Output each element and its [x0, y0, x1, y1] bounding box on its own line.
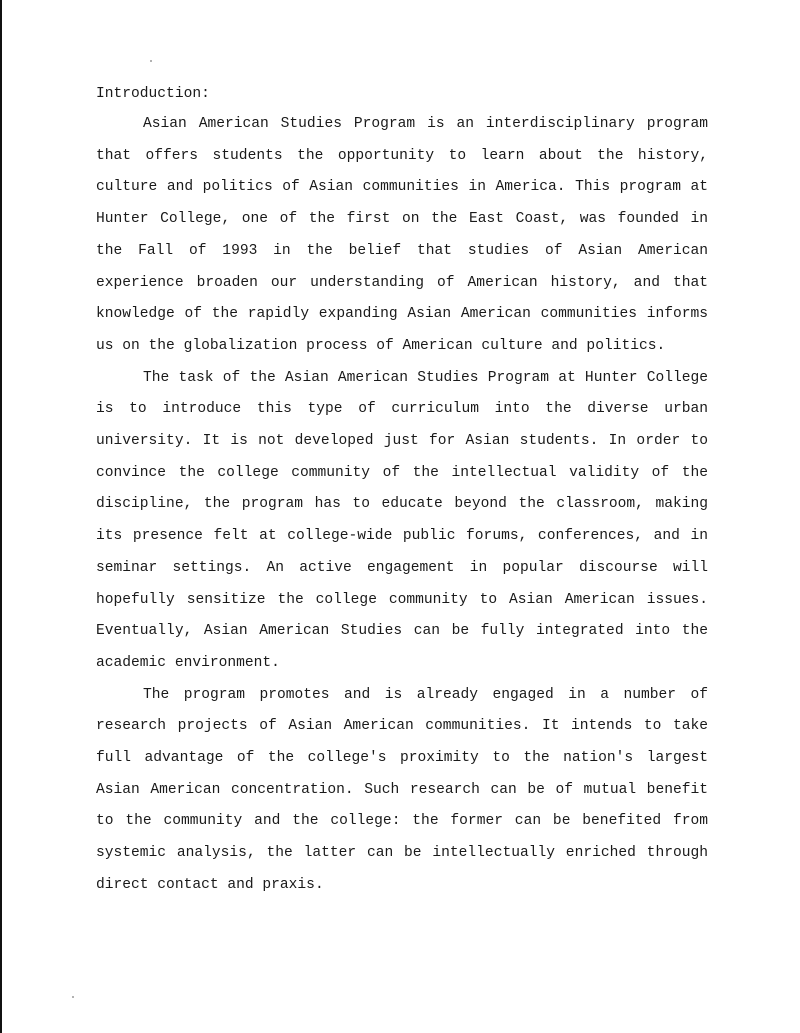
paragraph-3: The program promotes and is already engaged in a number of research projects of Asian American communities. It intends to take full advantage of the college's proximity to the nation's largest Asian American concentration. Such research can be of mutual benefit to the community and the college: the former can be benefited from systemic analysis, the latter can be intellectually enriched through direct contact and praxis. — [96, 686, 708, 893]
paragraph-1: Asian American Studies Program is an interdisciplinary program that offers students the opportunity to learn about the history, culture and politics of Asian communities in America. This program at Hunter College, one of the first on the East Coast, was founded in the Fall of 1993 in the belief that studies of Asian American experience broaden our understanding of American history, and that knowledge of the rapidly expanding Asian American communities informs us on the globalization process of American culture and politics. — [96, 116, 708, 354]
document-body — [96, 83, 708, 902]
scan-speck — [150, 60, 152, 62]
scan-speck — [72, 996, 74, 998]
section-heading: Introduction: — [96, 86, 210, 102]
paragraph-2: The task of the Asian American Studies Program at Hunter College is to introduce this type of curriculum into the diverse urban university. It is not developed just for Asian students. In order to convince the college community of the intellectual validity of the discipline, the program has to educate beyond the classroom, making its presence felt at college-wide public forums, conferences, and in seminar settings. An active engagement in popular discourse will hopefully sensitize the college community to Asian American issues. Eventually, Asian American Studies can be fully integrated into the academic environment. — [96, 369, 708, 671]
